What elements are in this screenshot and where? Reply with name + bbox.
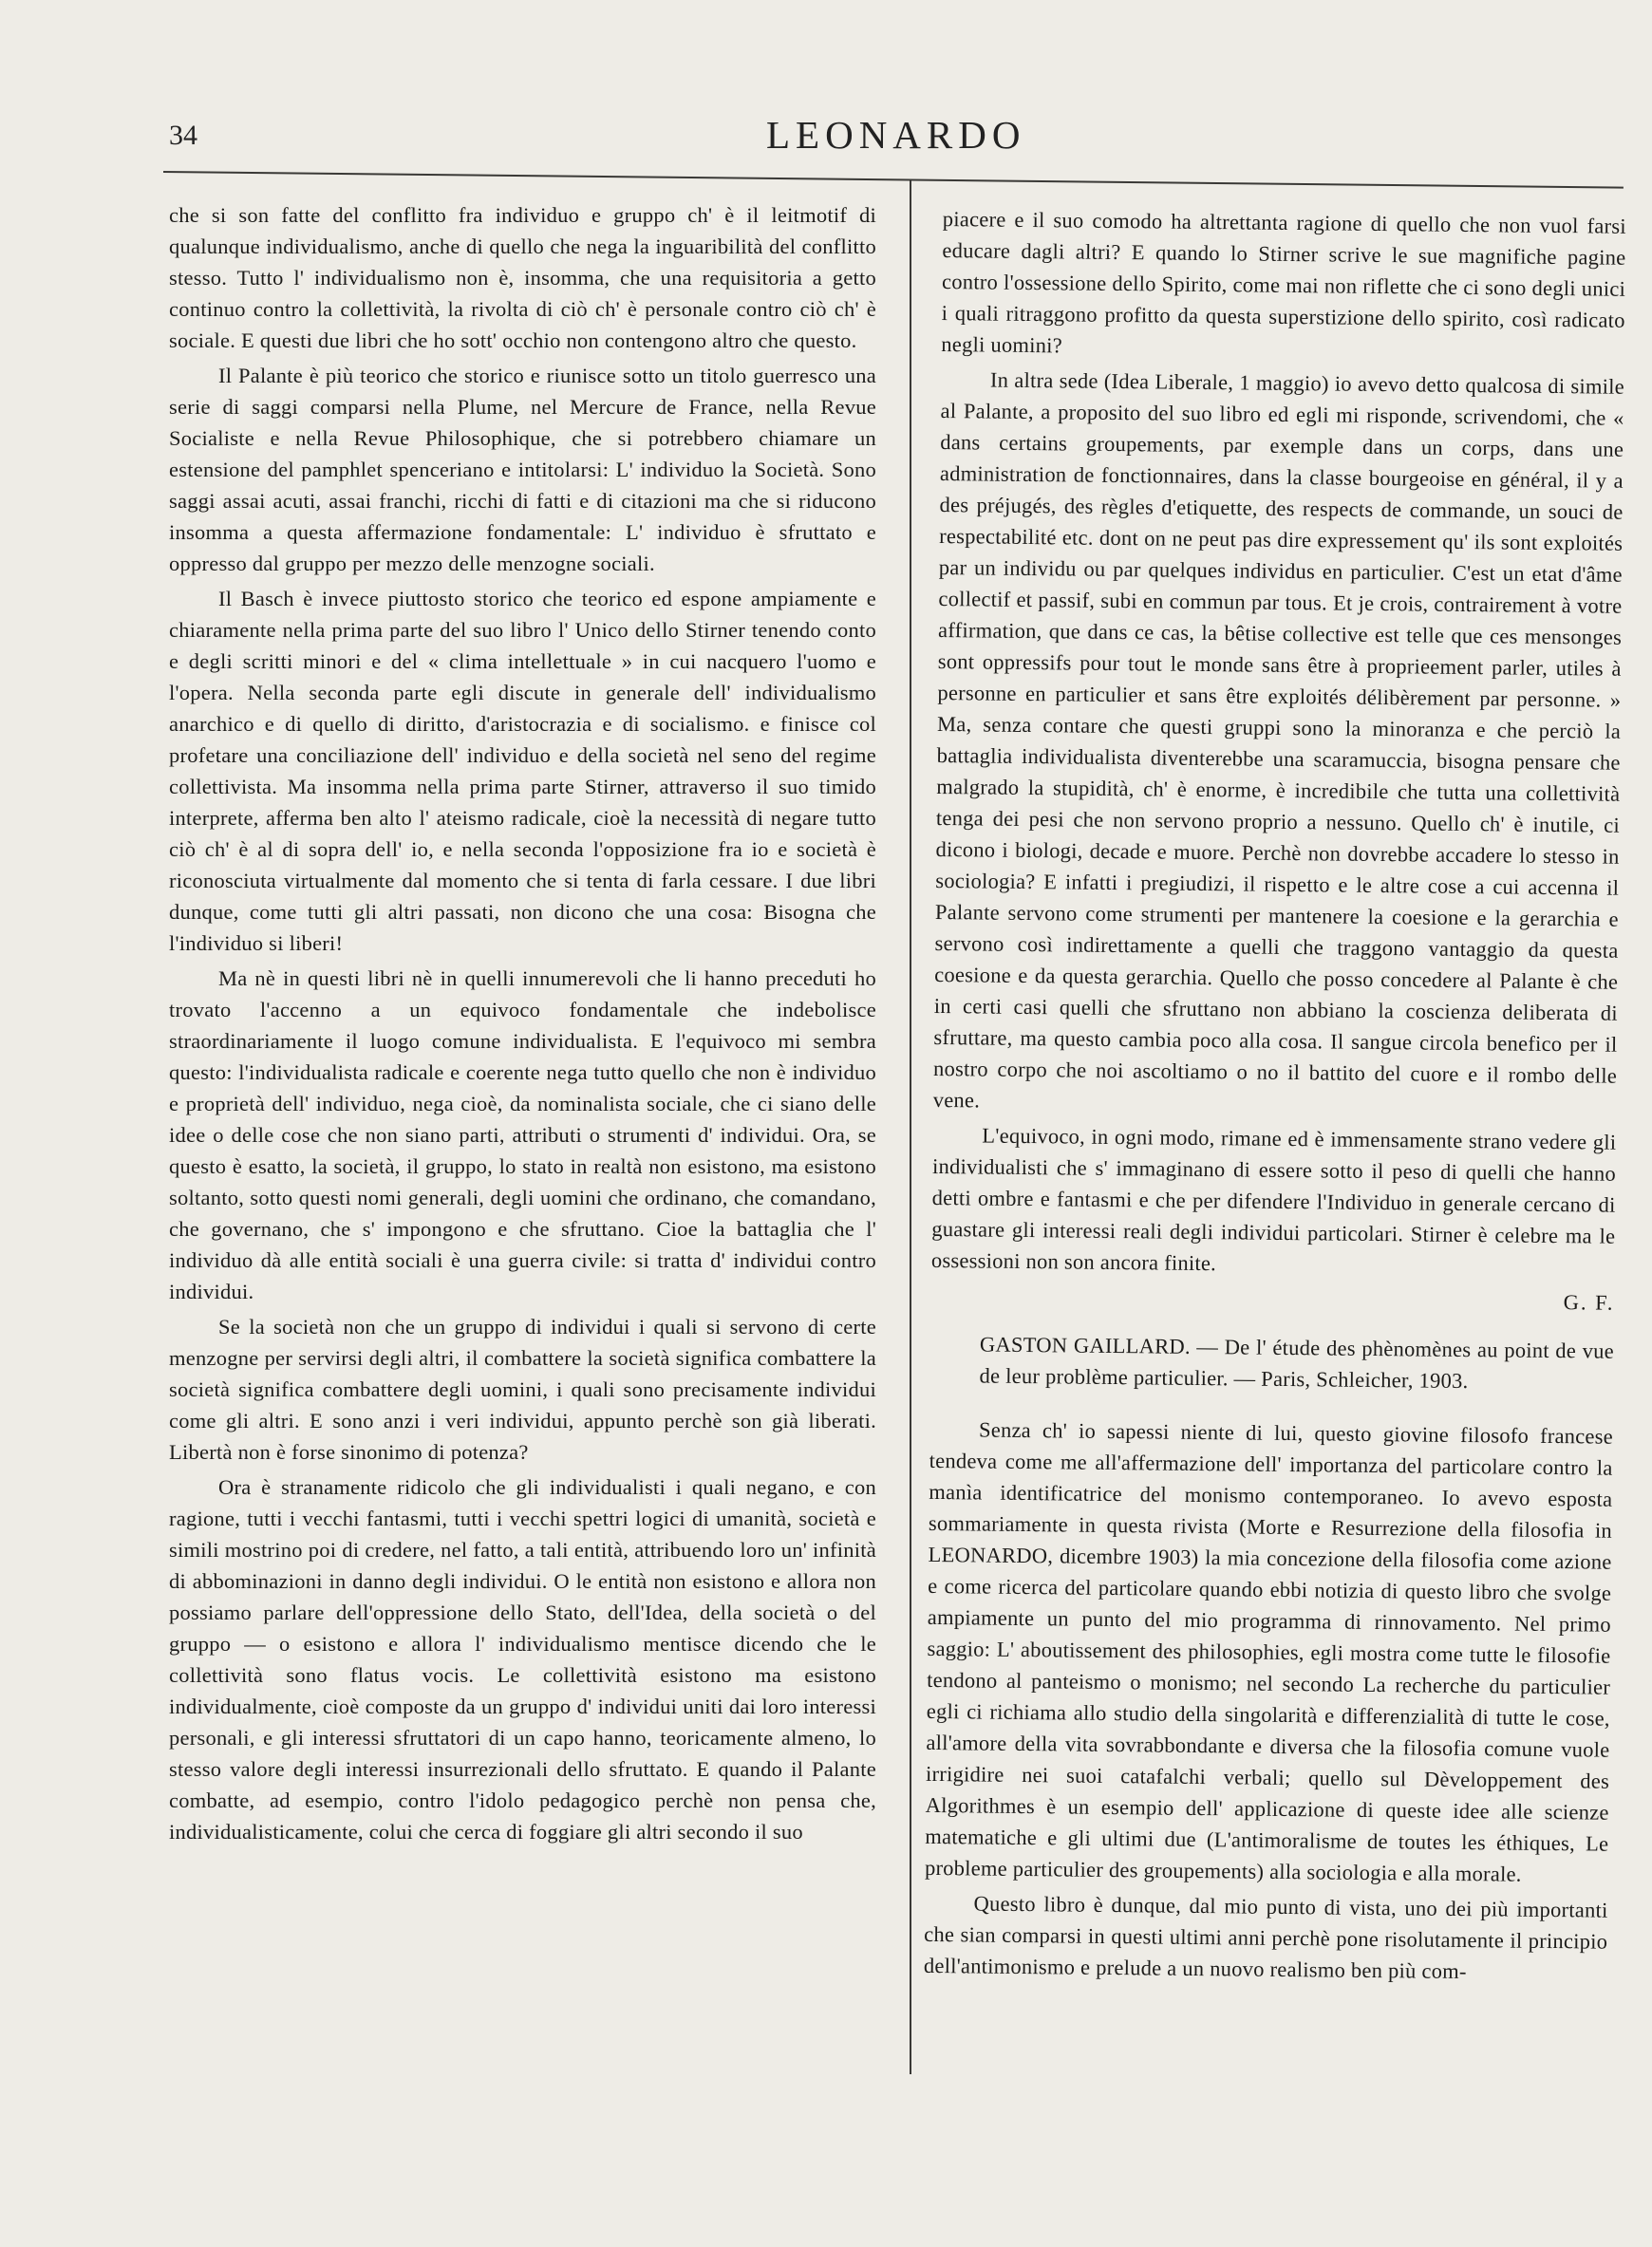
paragraph: Il Palante è più teorico che storico e riunisce sotto un titolo guerresco una serie di saggi comparsi nella Plume, nel Mercure de France, nella Revue Socialiste e nella Revue Philosophique, che si potrebbero chiamare un estensione del pamphlet spenceriano e intitolarsi: L' individuo la Società. Sono saggi assai acuti, assai franchi, ricchi di fatti e di citazioni ma che si riducono insomma a questa affermazione fondamentale: L' individuo è sfruttato e oppresso dal gruppo per mezzo delle menzogne sociali. <box>169 364 876 575</box>
header-rule <box>163 171 1624 189</box>
magazine-title: LEONARDO <box>766 113 1026 157</box>
right-column <box>924 203 1626 1993</box>
paragraph: Ma nè in questi libri nè in quelli innumerevoli che li hanno preceduti ho trovato l'accenno a un equivoco fondamentale che indebolisce straordinariamente il luogo comune individualista. E l'equivoco mi sembra questo: l'individualista radicale e coerente nega tutto quello che non è individuo e proprietà dell' individuo, nega cioè, da nominalista sociale, che ci siano delle idee o delle cose che non siano parti, attributi o strumenti d' individui. Ora, se questo è esatto, la società, il gruppo, lo stato in realtà non esistono, ma esistono soltanto, sotto questi nomi generali, degli uomini che ordinano, che comandano, che governano, che s' impongono e che sfruttano. Cioe la battaglia che l' individuo dà alle entità sociali è una guerra civile: si tratta d' individui contro individui. <box>169 966 876 1303</box>
paragraph: In altra sede (Idea Liberale, 1 maggio) io avevo detto qualcosa di simile al Palante, a proposito del suo libro ed egli mi risponde, scrivendomi, che « dans certains groupements, par exemple dans un corps, dans une administration de fonctionnaires, dans la classe bourgeoise en général, il y a des préjugés, des règles d'etiquette, des respects de commande, un souci de respectabilité etc. dont on ne peut pas dire expressement qu' ils sont exploités par un individu ou par quelques individus en particulier. C'est un etat d'âme collectif et passif, subi en commun par tous. Et je crois, contrairement à votre affirmation, que dans ce cas, la bêtise collective est telle que ces mensonges sont oppressifs pour tout le monde sans être à proprieement parler, utiles à personne en particulier et sans être exploités délibèrement par personne. » Ma, senza contare che questi gruppi sono la minoranza e che perciò la battaglia individualista diventerebbe una scaramuccia, bisogna pensare che malgrado la stupidità, ch' è enorme, è incredibile che tutta una collettività tenga dei pesi che non servono proprio a nessuno. Quello ch' è inutile, ci dicono i biologi, decade e muore. Perchè non dovrebbe accadere lo stesso in sociologia? E infatti i pregiudizi, il rispetto e le altre cose a cui accenna il Palante servono come strumenti per mantenere la coesione e la gerarchia e servono così indirettamente a quelli che traggono vantaggio da questa coesione e da questa gerarchia. Quello che posso concedere al Palante è che in certi casi quelli che sfruttano non abbiano la coscienza deliberata di sfruttare, ma questo cambia poco alla cosa. Il sangue circola benefico per il nostro corpo che noi ascoltiamo o no il battito del cuore e il rombo delle vene. <box>932 367 1625 1113</box>
page-number: 34 <box>169 120 197 151</box>
paragraph: che si son fatte del conflitto fra individuo e gruppo ch' è il leitmotif di qualunque individualismo, anche di quello che nega la inguaribilità del conflitto stesso. Tutto l' individualismo non è, insomma, che una requisitoria a getto continuo contro la collettività, la rivolta di ciò ch' è personale contro ciò ch' è sociale. E questi due libri che ho sott' occhio non contengono altro che questo. <box>169 203 876 352</box>
paragraph: Questo libro è dunque, dal mio punto di vista, uno dei più importanti che sian comparsi in questi ultimi anni perchè pone risolutamente il principio dell'antimonismo e prelude a un nuovo realismo ben più com- <box>923 1891 1608 1984</box>
paragraph: Se la società non che un gruppo di individui i quali si servono di certe menzogne per servirsi degli altri, il combattere la società significa combattere la società significa combattere degli uomini, i quali sono precisamente individui come gli altri. E sono anzi i veri individui, appunto perchè son già liberati. Libertà non è forse sinonimo di potenza? <box>169 1315 876 1464</box>
paragraph: piacere e il suo comodo ha altrettanta ragione di quello che non vuol farsi educare dagli altri? E quando lo Stirner scrive le sue magnifiche pagine contro l'ossessione dello Spirito, come mai non riflette che ci sono degli unici i quali ritraggono profitto da questa superstizione dello spirito, così radicato negli uomini? <box>941 206 1626 358</box>
column-divider <box>910 180 911 2074</box>
left-column <box>169 199 876 1851</box>
paragraph: Senza ch' io sapessi niente di lui, questo giovine filosofo francese tendeva come me all'affermazione dell' importanza del particolare contro la manìa identificatrice del monismo contemporaneo. Io avevo esposta sommariamente in questa rivista (Morte e Resurrezione della filosofia in LEONARDO, dicembre 1903) la mia concezione della filosofia come azione e come ricerca del particolare quando ebbi notizia di questo libro che svolge ampiamente un punto del mio programma di rinnovamento. Nel primo saggio: L' aboutissement des philosophies, egli mostra come tutte le filosofie tendono al panteismo o monismo; nel secondo La recherche du particulier egli ci richiama allo studio della singolarità e differenzialità di tutte le cose, all'amore della vita sovrabbondante e diversa che la filosofia comune vuole irrigidire nei suoi catafalchi verbali; quello sul Dèveloppement des Algorithmes è un esempio dell' applicazione di queste idee alle scienze matematiche e gli ultimi due (L'antimoralisme de toutes les éthiques, Le probleme particulier des groupements) alla sociologia e alla morale. <box>924 1417 1614 1886</box>
author-signature: G. F. <box>1563 1290 1615 1315</box>
paragraph: Il Basch è invece piuttosto storico che teorico ed espone ampiamente e chiaramente nella prima parte del suo libro l' Unico dello Stirner tenendo conto e degli scritti minori e del « clima intellettuale » in cui nacquero l'uomo e l'opera. Nella seconda parte egli discute in generale dell' individualismo anarchico e di quello di diritto, d'aristocrazia e di socialismo. e finisce col profetare una conciliazione dell' individuo e della società nel seno del regime collettivista. Ma insomma nella prima parte Stirner, attraverso il suo timido interprete, afferma ben alto l' ateismo radicale, cioè la necessità di negare tutto ciò ch' è al di sopra dell' io, e nella seconda l'opposizione fra io e società è riconosciuta virtualmente dal momento che si tenta di farla cessare. I due libri dunque, come tutti gli altri passati, non dicono che una cosa: Bisogna che l'individuo si liberi! <box>169 587 876 955</box>
paragraph: Ora è stranamente ridicolo che gli individualisti i quali negano, e con ragione, tutti i vecchi fantasmi, tutti i vecchi spettri logici di umanità, società e simili mostrino poi di credere, nel fatto, a tali entità, attribuendo loro un' infinità di abbominazioni in danno degli individui. O le entità non esistono e allora non possiamo parlare dell'oppressione dello Stato, dell'Idea, della società o del gruppo — o esistono e allora l' individualismo mentisce dicendo che le collettività sono flatus vocis. Le collettività esistono ma esistono individualmente, cioè composte da un gruppo d' individui uniti dai loro interessi personali, e gli interessi sfruttatori di un capo hanno, teoricamente almeno, lo stesso valore degli interessi insurrezionali dello sfruttato. E quando il Palante combatte, ad esempio, contro l'idolo pedagogico perchè non pensa che, individualisticamente, colui che cerca di foggiare gli altri secondo il suo <box>169 1475 876 1844</box>
review-heading: GASTON GAILLARD. — De l' étude des phènomènes au point de vue de leur problème particulier. — Paris, Schleicher, 1903. <box>979 1332 1615 1394</box>
paragraph: L'equivoco, in ogni modo, rimane ed è immensamente strano vedere gli individualisti che s' immaginano di essere sotto il peso di quelli che hanno detti ombre e fantasmi e che per difendere l'Individuo in generale cercano di guastare gli interessi reali degli individui particolari. Stirner è celebre ma le ossessioni non son ancora finite. <box>930 1123 1617 1276</box>
